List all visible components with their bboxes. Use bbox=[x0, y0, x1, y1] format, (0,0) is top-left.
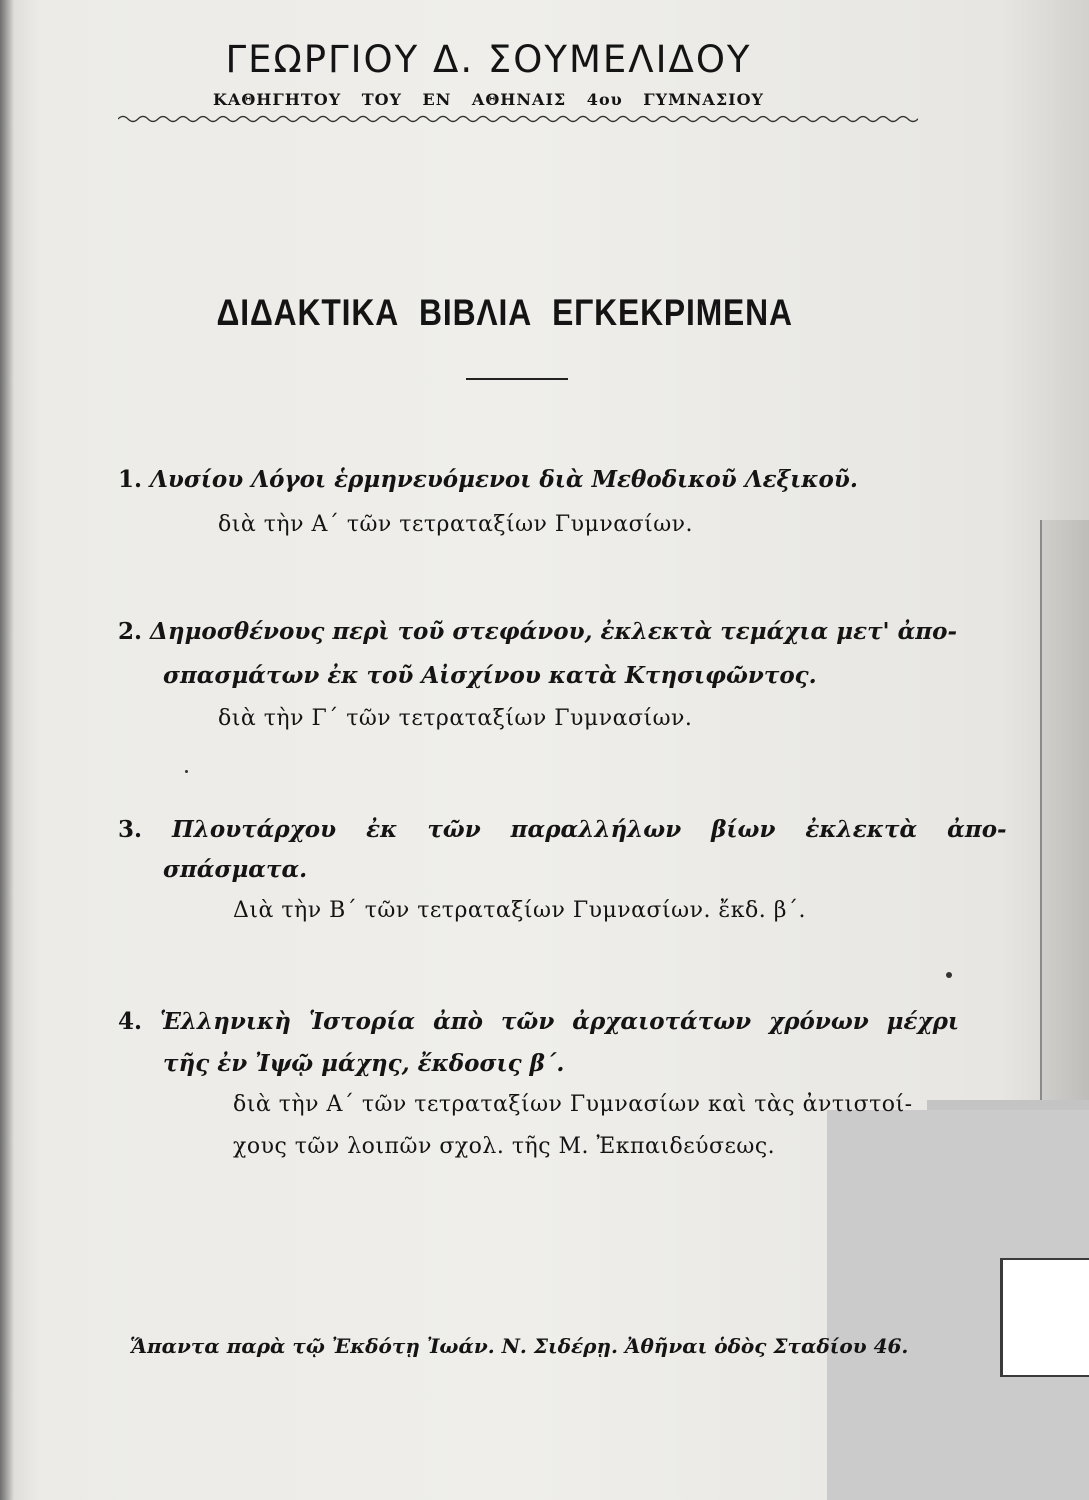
section-heading: ΔΙΔΑΚΤΙΚΑ ΒΙΒΛΙΑ ΕΓΚΕΚΡΙΜΕΝΑ bbox=[216, 292, 793, 333]
book-1-number: 1. bbox=[118, 466, 143, 493]
publisher-footer: Ἅπαντα παρὰ τῷ Ἐκδότῃ Ἰωάν. Ν. Σιδέρῃ. Ἀθῆναι ὁδὸς Σταδίου 46. bbox=[130, 1334, 909, 1358]
heading-rule bbox=[466, 378, 568, 380]
book-3-note-line-1: Διὰ τὴν Β΄ τῶν τετραταξίων Γυμνασίων. ἔκδ. β΄. bbox=[233, 898, 806, 923]
book-1-title-line-1: 1. Λυσίου Λόγοι ἑρμηνευόμενοι διὰ Μεθοδικοῦ Λεξικοῦ. bbox=[118, 466, 858, 493]
speck-mark bbox=[185, 770, 188, 773]
book-4-title-line-2: τῆς ἐν Ἰψῷ μάχης, ἔκδοσις β΄. bbox=[163, 1050, 565, 1077]
wavy-rule bbox=[118, 114, 918, 124]
author-name: ΓΕΩΡΓΙΟΥ Δ. ΣΟΥΜΕΛΙΔΟΥ bbox=[225, 38, 752, 81]
book-2-note-line-1: διὰ τὴν Γ΄ τῶν τετραταξίων Γυμνασίων. bbox=[218, 706, 693, 731]
binding-shadow bbox=[0, 0, 14, 1500]
book-1-note-line-1: διὰ τὴν Α΄ τῶν τετραταξίων Γυμνασίων. bbox=[218, 512, 694, 537]
book-3-title-line-1: 3. Πλουτάρχου ἐκ τῶν παραλλήλων βίων ἐκλεκτὰ ἀπο- bbox=[118, 816, 1007, 843]
book-4-note-line-2: χους τῶν λοιπῶν σχολ. τῆς Μ. Ἐκπαιδεύσεως. bbox=[233, 1134, 776, 1159]
book-2-title-line-1: 2. Δημοσθένους περὶ τοῦ στεφάνου, ἐκλεκτὰ τεμάχια μετ' ἀπο- bbox=[118, 618, 958, 645]
book-2-number: 2. bbox=[118, 618, 143, 645]
book-4-title-line-1: 4. Ἑλληνικὴ Ἱστορία ἀπὸ τῶν ἀρχαιοτάτων χρόνων μέχρι bbox=[118, 1008, 960, 1035]
book-4-note-line-1: διὰ τὴν Α΄ τῶν τετραταξίων Γυμνασίων καὶ τὰς ἀντιστοί- bbox=[233, 1092, 913, 1117]
book-4-number: 4. bbox=[118, 1008, 143, 1035]
speck-mark bbox=[946, 972, 952, 978]
book-2-title-line-2: σπασμάτων ἐκ τοῦ Αἰσχίνου κατὰ Κτησιφῶντος. bbox=[163, 662, 817, 689]
author-affiliation: ΚΑΘΗΓΗΤΟΥ ΤΟΥ ΕΝ ΑΘΗΝΑΙΣ 4ου ΓΥΜΝΑΣΙΟΥ bbox=[213, 90, 764, 109]
library-label bbox=[1000, 1258, 1089, 1377]
book-3-title-line-2: σπάσματα. bbox=[163, 856, 308, 883]
book-3-number: 3. bbox=[118, 816, 143, 843]
